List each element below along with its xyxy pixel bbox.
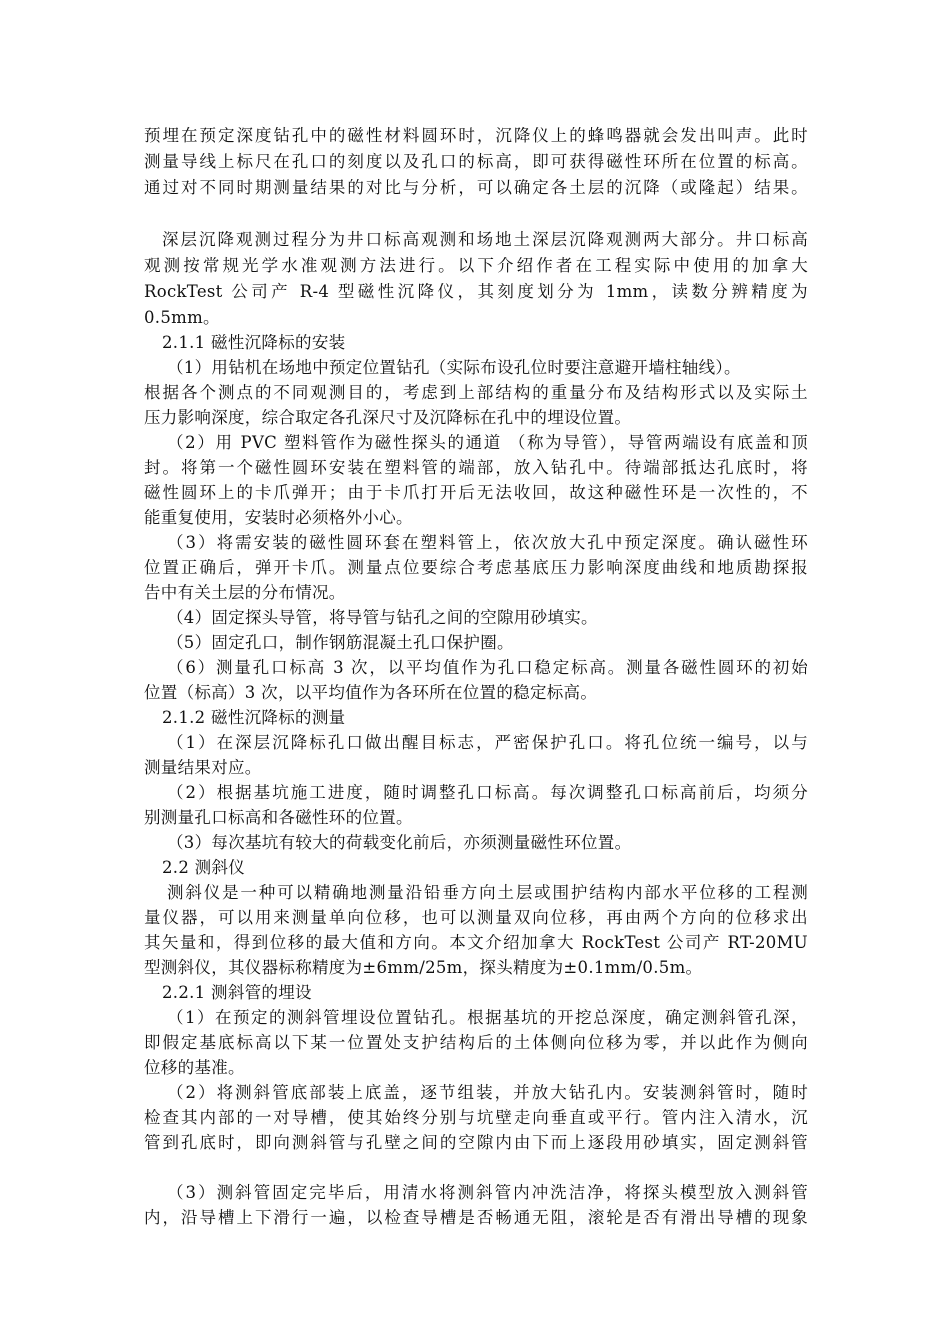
text-line: （2）根据基坑施工进度，随时调整孔口标高。每次调整孔口标高前后，均须分 [167, 783, 808, 802]
text-line: （2）用 PVC 塑料管作为磁性探头的通道 （称为导管），导管两端设有底盖和顶 [167, 433, 808, 452]
section-heading: 2.1.2 磁性沉降标的测量 [162, 708, 346, 727]
text-line: 封。将第一个磁性圆环安装在塑料管的端部，放入钻孔中。待端部抵达孔底时，将 [144, 458, 808, 477]
text-line: 告中有关土层的分布情况。 [144, 583, 346, 602]
text-line: （4）固定探头导管，将导管与钻孔之间的空隙用砂填实。 [167, 608, 598, 627]
text-line: （3）每次基坑有较大的荷载变化前后，亦须测量磁性环位置。 [167, 833, 632, 852]
section-heading: 2.2 测斜仪 [162, 858, 246, 877]
text-line: 测斜仪是一种可以精确地测量沿铅垂方向土层或围护结构内部水平位移的工程测 [167, 883, 808, 902]
text-line: 测量导线上标尺在孔口的刻度以及孔口的标高，即可获得磁性环所在位置的标高。 [144, 152, 808, 171]
text-line: （3）测斜管固定完毕后，用清水将测斜管内冲洗洁净，将探头模型放入测斜管 [167, 1183, 808, 1202]
text-line: RockTest 公司产 R-4 型磁性沉降仪，其刻度划分为 1mm，读数分辨精度为 [144, 282, 808, 301]
text-line: 位移的基准。 [144, 1058, 245, 1077]
text-line: 内，沿导槽上下滑行一遍，以检查导槽是否畅通无阻，滚轮是否有滑出导槽的现象 [144, 1208, 808, 1227]
text-line: （6）测量孔口标高 3 次，以平均值作为孔口稳定标高。测量各磁性圆环的初始 [167, 658, 808, 677]
text-line: （5）固定孔口，制作钢筋混凝土孔口保护圈。 [167, 633, 514, 652]
text-line: 检查其内部的一对导槽，使其始终分别与坑壁走向垂直或平行。管内注入清水，沉 [144, 1108, 808, 1127]
text-line: 磁性圆环上的卡爪弹开；由于卡爪打开后无法收回，故这种磁性环是一次性的，不 [144, 483, 808, 502]
text-line: 别测量孔口标高和各磁性环的位置。 [144, 808, 413, 827]
text-line: （1）在深层沉降标孔口做出醒目标志，严密保护孔口。将孔位统一编号，以与 [167, 733, 808, 752]
text-line: 即假定基底标高以下某一位置处支护结构后的土体侧向位移为零，并以此作为侧向 [144, 1033, 808, 1052]
text-line: 测量结果对应。 [144, 758, 262, 777]
text-line: 根据各个测点的不同观测目的，考虑到上部结构的重量分布及结构形式以及实际土 [144, 383, 808, 402]
text-line: 能重复使用，安装时必须格外小心。 [144, 508, 413, 527]
text-line: 管到孔底时，即向测斜管与孔壁之间的空隙内由下而上逐段用砂填实，固定测斜管 [144, 1133, 808, 1152]
text-line: 深层沉降观测过程分为井口标高观测和场地土深层沉降观测两大部分。井口标高 [162, 230, 808, 249]
text-line: 位置正确后，弹开卡爪。测量点位要综合考虑基底压力影响深度曲线和地质勘探报 [144, 558, 808, 577]
text-line: 通过对不同时期测量结果的对比与分析，可以确定各土层的沉降（或隆起）结果。 [144, 178, 808, 197]
text-line: 预埋在预定深度钻孔中的磁性材料圆环时，沉降仪上的蜂鸣器就会发出叫声。此时 [144, 126, 808, 145]
text-line: 其矢量和，得到位移的最大值和方向。本文介绍加拿大 RockTest 公司产 RT-20MU [144, 933, 808, 952]
text-line: （3）将需安装的磁性圆环套在塑料管上，依次放大孔中预定深度。确认磁性环 [167, 533, 808, 552]
text-line: （1）用钻机在场地中预定位置钻孔（实际布设孔位时要注意避开墙柱轴线）。 [167, 358, 741, 377]
text-line: 观测按常规光学水准观测方法进行。以下介绍作者在工程实际中使用的加拿大 [144, 256, 808, 275]
section-heading: 2.1.1 磁性沉降标的安装 [162, 333, 346, 352]
text-line: （2）将测斜管底部装上底盖，逐节组装，并放大钻孔内。安装测斜管时，随时 [167, 1083, 808, 1102]
text-line: （1）在预定的测斜管埋设位置钻孔。根据基坑的开挖总深度，确定测斜管孔深， [167, 1008, 808, 1027]
section-heading: 2.2.1 测斜管的埋设 [162, 983, 312, 1002]
text-line: 位置（标高）3 次，以平均值作为各环所在位置的稳定标高。 [144, 683, 598, 702]
text-line: 型测斜仪，其仪器标称精度为±6mm/25m，探头精度为±0.1mm/0.5m。 [144, 958, 703, 977]
text-line: 量仪器，可以用来测量单向位移，也可以测量双向位移，再由两个方向的位移求出 [144, 908, 808, 927]
text-line: 压力影响深度，综合取定各孔深尺寸及沉降标在孔中的埋设位置。 [144, 408, 632, 427]
text-line: 0.5mm。 [144, 308, 220, 327]
